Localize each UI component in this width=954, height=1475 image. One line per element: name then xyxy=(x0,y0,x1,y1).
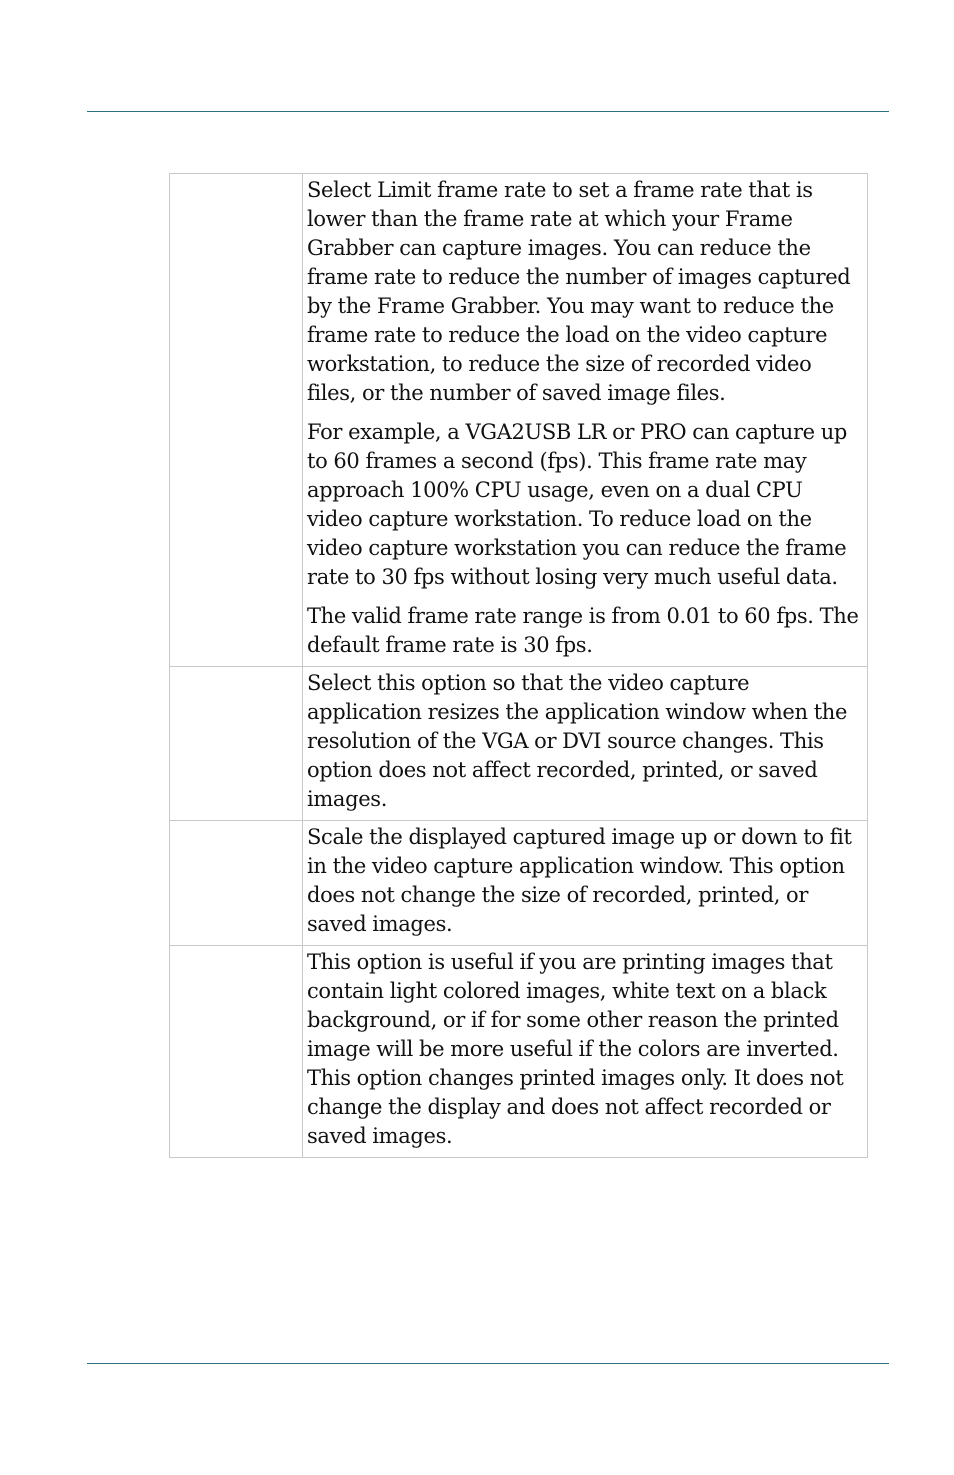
description-paragraph: Scale the displayed captured image up or down to fit in the video capture application window. This option does not change the size of recorded, printed, or saved images. xyxy=(307,825,852,936)
table-row xyxy=(170,821,868,946)
description-paragraph: For example, a VGA2USB LR or PRO can capture up to 60 frames a second (fps). This frame rate may approach 100% CPU usage, even on a dual CPU video capture workstation. To reduce load on the video capture workstation you can reduce the frame rate to 30 fps without losing very much useful data. xyxy=(307,420,848,589)
options-table xyxy=(169,173,868,1158)
footer-rule xyxy=(87,1363,889,1364)
table-row xyxy=(170,667,868,821)
option-description-cell xyxy=(303,667,868,821)
option-description-cell xyxy=(303,946,868,1158)
option-name-cell xyxy=(170,174,303,667)
option-description-cell xyxy=(303,821,868,946)
description-paragraph: The valid frame rate range is from 0.01 to 60 fps. The default frame rate is 30 fps. xyxy=(307,604,859,657)
option-name-cell xyxy=(170,667,303,821)
description-paragraph: Select this option so that the video capture application resizes the application window when the resolution of the VGA or DVI source changes. This option does not affect recorded, printed, or saved images. xyxy=(307,671,848,811)
option-description-cell xyxy=(303,174,868,667)
header-rule xyxy=(87,111,889,112)
description-paragraph: This option is useful if you are printing images that contain light colored images, white text on a black background, or if for some other reason the printed image will be more useful if the colors are inverted. This option changes printed images only. It does not change the display and does not affect recorded or saved images. xyxy=(307,950,844,1148)
table-row xyxy=(170,174,868,667)
option-name-cell xyxy=(170,821,303,946)
option-name-cell xyxy=(170,946,303,1158)
table-row xyxy=(170,946,868,1158)
description-paragraph: Select Limit frame rate to set a frame rate that is lower than the frame rate at which your Frame Grabber can capture images. You can reduce the frame rate to reduce the number of images captured by the Frame Grabber. You may want to reduce the frame rate to reduce the load on the video capture workstation, to reduce the size of recorded video files, or the number of saved image files. xyxy=(307,178,851,405)
